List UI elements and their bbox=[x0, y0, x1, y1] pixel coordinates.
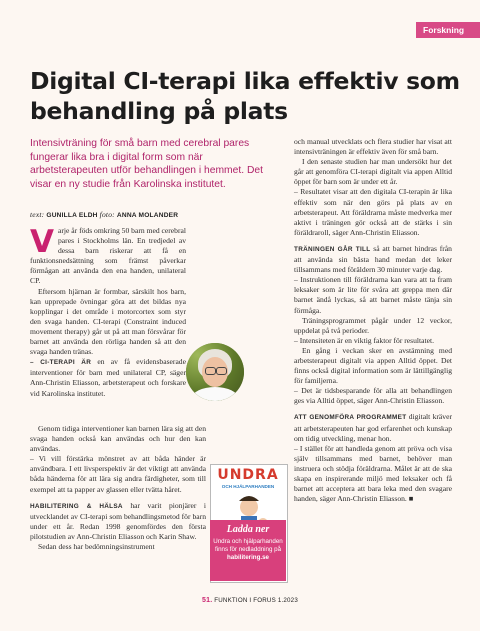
paragraph: – Intensiteten är en viktig faktor för resultatet. bbox=[294, 335, 435, 345]
headline: Digital CI-terapi lika effektiv som behandling på plats bbox=[30, 67, 460, 125]
drop-cap: V bbox=[30, 224, 54, 260]
subhead: – CI-TERAPI ÄR bbox=[30, 359, 92, 367]
paragraph: Sedan dess har bedömningsinstrument bbox=[38, 542, 155, 552]
section-tag: Forskning bbox=[416, 22, 480, 38]
body-column-3 bbox=[294, 137, 452, 504]
download-text: Undra och hjälparhanden finns för nedladdning på habilitering.se bbox=[213, 538, 283, 561]
book-title: UNDRA bbox=[217, 467, 279, 483]
paragraph: I den senaste studien har man undersökt hur det går att genomföra CI-terapi digitalt via appen Alltid öppet för barn som är under ett år. bbox=[294, 157, 452, 187]
portrait-photo bbox=[186, 343, 244, 401]
download-heading: Ladda ner bbox=[226, 524, 270, 535]
paragraph: Träningsprogrammet pågår under 12 veckor, uppdelat på två perioder. bbox=[294, 315, 452, 335]
lead-paragraph: Intensivträning för små barn med cerebral pares fungerar lika bra i digital form som när arbetsterapeuten utför behandlingen i hemmet. Det visar en ny studie från Karolinska institutet. bbox=[30, 138, 263, 190]
page-number: 51. bbox=[202, 597, 213, 604]
paragraph: – Det är tidsbesparande för alla att behandlingen ges via Alltid öppet, säger Ann-Christin Eliasson. bbox=[294, 386, 452, 406]
paragraph: Eftersom hjärnan är formbar, särskilt hos barn, kan upprepade övningar göra att det bildas nya kopplingar i det område i motorcortex som styr den svaga handen. CI-terapi (Constraint induced movement therapy) går ut på att man försvårar för barnet att använda den rörliga handen så att den svaga handen tränas. bbox=[30, 286, 186, 357]
byline-photographer: ANNA MOLANDER bbox=[116, 212, 179, 219]
paragraph: ATT GENOMFÖRA PROGRAMMET digitalt kräver att arbetsterapeuten har god erfarenhet och kunskap om tidig utveckling, menar hon. bbox=[294, 412, 452, 443]
subhead: TRÄNINGEN GÅR TILL bbox=[294, 245, 371, 253]
byline-text-label: text: bbox=[30, 210, 45, 219]
subhead: HABILITERING & HÄLSA bbox=[30, 502, 123, 510]
paragraph: HABILITERING & HÄLSA har varit pionjärer i utvecklandet av CI-terapi som behandlingsmetod för barn under ett år. Redan 1998 genomfördes den första pilotstudien av Ann-Christin Eliasson och Karin Shaw. bbox=[30, 500, 206, 541]
paragraph: – Instruktionen till föräldrarna kan vara att ta fram leksaker som är lite för svåra att greppa men där barnet ändå lyckas, så att barnet måste tänja sin förmåga. bbox=[294, 275, 452, 315]
paragraph: och manual utvecklats och flera studier har visat att intensivträningen är effektiv även för små barn. bbox=[294, 137, 452, 157]
byline-author: GUNILLA ELDH bbox=[46, 212, 98, 219]
byline-photo-label: foto: bbox=[99, 210, 115, 219]
footer-text: FUNKTION I FORUS 1.2023 bbox=[214, 597, 298, 604]
body-column-1-bottom bbox=[30, 424, 206, 552]
paragraph: – Vi vill förstärka mönstret av att båda händer är användbara. I ett livsperspektiv är det viktigt att använda båda händerna för att lära sig andra färdigheter, som till exempel att ta papper av glassen eller tvätta håret. bbox=[30, 454, 206, 494]
paragraph: TRÄNINGEN GÅR TILL så att barnet hindras från att använda sin bästa hand medan det leker tillsammans med föräldern 30 minuter varje dag. bbox=[294, 243, 452, 275]
page-footer bbox=[165, 597, 335, 604]
book-subtitle: OCH HJÄLPARHANDEN bbox=[221, 484, 275, 489]
download-link[interactable]: habilitering.se bbox=[227, 553, 269, 561]
paragraph: Genom tidiga interventioner kan barnen lära sig att den svaga handen också kan användas och hur den kan användas. bbox=[30, 424, 206, 454]
paragraph: En gång i veckan sker en avstämning med arbetsterapeut digitalt via appen Alltid öppet. Det finns också digital information som är lättillgänglig för familjerna. bbox=[294, 345, 452, 386]
paragraph: – I stället för att handleda genom att pröva och visa själv tillsammans med barnet, behöver man instruera och stödja föräldrarna. Målet är att de ska skapa en inspirerande miljö med leksaker och få barnet att acceptera att bara leka med den svagare handen, säger Ann-Christin Eliasson. ■ bbox=[294, 443, 452, 504]
byline bbox=[30, 210, 178, 219]
paragraph: Varje år föds omkring 50 barn med cerebral pares i Stockholms län. En tredjedel av dessa barn riskerar att få en funktionsnedsättning som främst påverkar förmågan att använda den ena handen, unilateral CP. bbox=[30, 224, 186, 286]
body-column-1-top bbox=[30, 226, 186, 399]
subhead: ATT GENOMFÖRA PROGRAMMET bbox=[294, 414, 407, 422]
paragraph: – CI-TERAPI ÄR en av få evidensbaserade interventioner för barn med unilateral CP, säger Ann-Christin Eliasson, arbetsterapeut och forskare vid Karolinska institutet. bbox=[30, 357, 186, 398]
paragraph: – Resultatet visar att den digitala CI-terapin är lika effektiv som när den görs på plats av en arbetsterapeut. Att föräldrarna måste medverka mer aktivt i träningen gör också att de stärks i sin föräldraroll, säger Ann-Christin Eliasson. bbox=[294, 187, 452, 237]
